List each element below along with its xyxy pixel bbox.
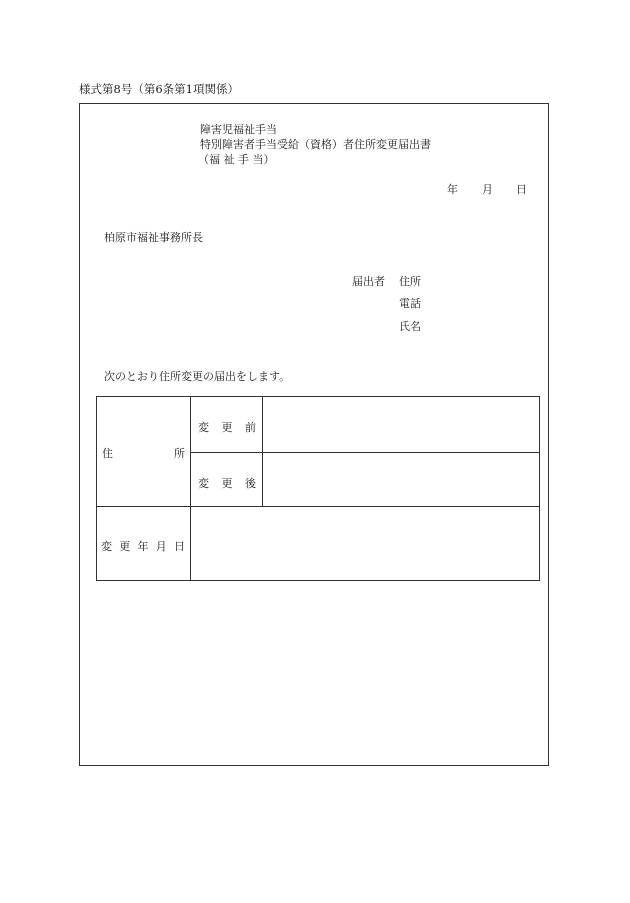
change-date-char-4: 月	[155, 540, 167, 553]
change-date-char-2: 更	[119, 540, 131, 553]
after-change-label	[198, 475, 256, 491]
before-change-label	[198, 419, 256, 435]
change-date-char-1: 変	[101, 540, 112, 553]
title-line-1: 障害児福祉手当	[200, 123, 277, 136]
date-year-label: 年	[447, 183, 458, 196]
after-change-field[interactable]	[264, 454, 538, 505]
title-line-3: （福 祉 手 当）	[198, 153, 275, 166]
table-border-bottom	[96, 580, 540, 581]
addressee: 柏原市福祉事務所長	[104, 231, 203, 244]
table-divider-sublabel-column	[262, 396, 263, 506]
after-change-char-3: 後	[245, 477, 256, 490]
applicant-address-label: 住所	[399, 275, 421, 288]
change-date-label	[101, 538, 185, 554]
table-divider-address-date	[96, 506, 540, 507]
table-border-left	[96, 396, 97, 581]
title-line-2: 特別障害者手当受給（資格）者住所変更届出書	[200, 138, 431, 151]
applicant-phone-label: 電話	[399, 297, 421, 310]
before-change-char-2: 更	[221, 421, 233, 434]
address-header-char-2: 所	[174, 447, 185, 460]
after-change-char-2: 更	[221, 477, 233, 490]
change-date-field[interactable]	[192, 508, 538, 579]
applicant-name-label: 氏名	[399, 320, 421, 333]
table-border-right	[539, 396, 540, 581]
statement: 次のとおり住所変更の届出をします。	[104, 370, 291, 383]
before-change-char-1: 変	[198, 421, 209, 434]
change-date-char-3: 年	[137, 540, 149, 553]
applicant-label: 届出者	[352, 275, 385, 288]
table-divider-before-after	[190, 452, 540, 453]
table-border-top	[96, 396, 540, 397]
after-change-char-1: 変	[198, 477, 209, 490]
table-divider-label-column	[190, 396, 191, 581]
change-date-char-5: 日	[174, 540, 185, 553]
address-header-char-1: 住	[102, 447, 113, 460]
before-change-field[interactable]	[264, 398, 538, 451]
form-number: 様式第8号（第6条第1項関係）	[79, 82, 239, 96]
date-day-label: 日	[516, 183, 527, 196]
before-change-char-3: 前	[245, 421, 256, 434]
address-header	[102, 445, 185, 461]
date-month-label: 月	[482, 183, 493, 196]
